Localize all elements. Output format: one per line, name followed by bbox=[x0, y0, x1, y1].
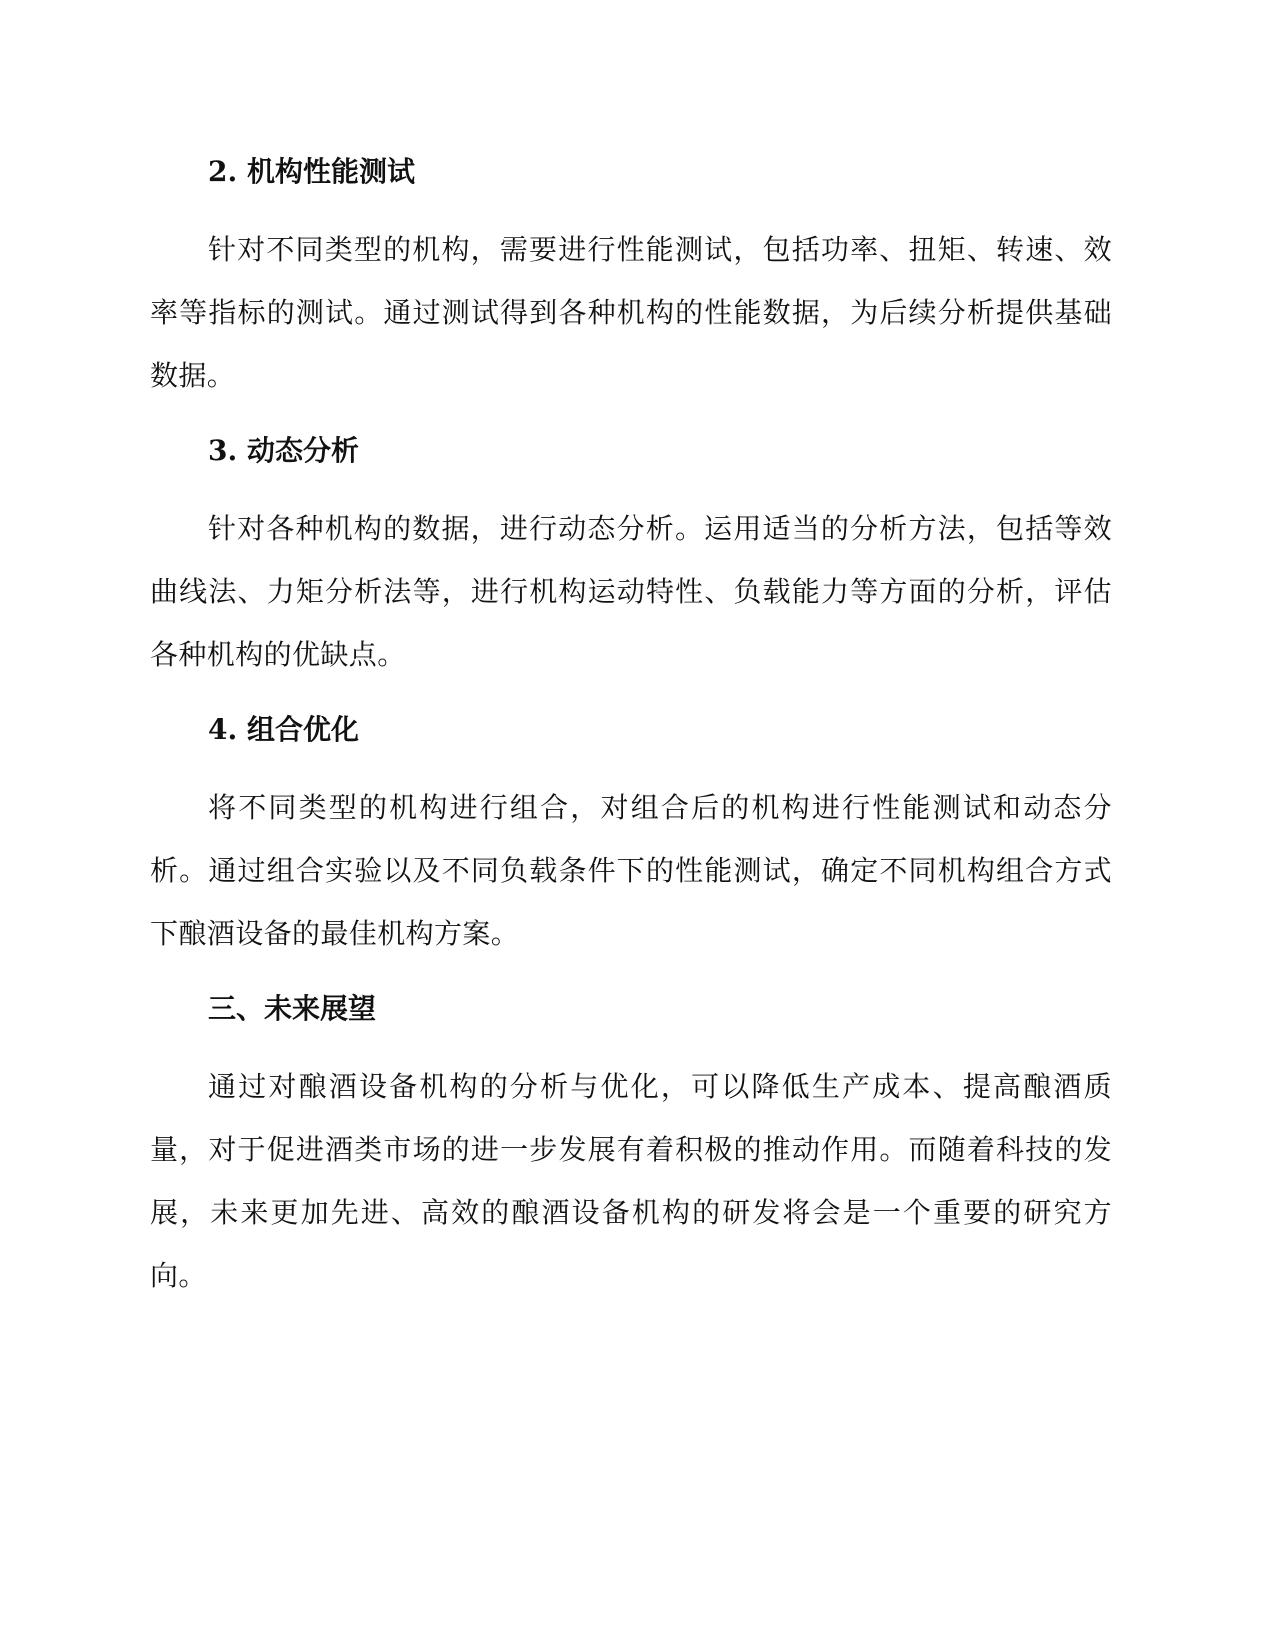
section-heading-combination-optimization: 4. 组合优化 bbox=[208, 713, 359, 746]
section-heading-future-outlook: 三、未来展望 bbox=[208, 992, 377, 1025]
section-body-dynamic-analysis: 针对各种机构的数据，进行动态分析。运用适当的分析方法，包括等效曲线法、力矩分析法等，进行机构运动特性、负载能力等方面的分析，评估各种机构的优缺点。 bbox=[150, 512, 1112, 671]
document-content bbox=[150, 140, 1112, 1319]
section-heading-dynamic-analysis: 3. 动态分析 bbox=[208, 434, 359, 467]
section-body-performance-test: 针对不同类型的机构，需要进行性能测试，包括功率、扭矩、转速、效率等指标的测试。通过测试得到各种机构的性能数据，为后续分析提供基础数据。 bbox=[150, 233, 1112, 392]
section-body-future-outlook: 通过对酿酒设备机构的分析与优化，可以降低生产成本、提高酿酒质量，对于促进酒类市场的进一步发展有着积极的推动作用。而随着科技的发展，未来更加先进、高效的酿酒设备机构的研发将会是一个重要的研究方向。 bbox=[150, 1070, 1112, 1292]
section-heading-performance-test: 2. 机构性能测试 bbox=[208, 155, 415, 188]
section-body-combination-optimization: 将不同类型的机构进行组合，对组合后的机构进行性能测试和动态分析。通过组合实验以及不同负载条件下的性能测试，确定不同机构组合方式下酿酒设备的最佳机构方案。 bbox=[150, 791, 1112, 950]
